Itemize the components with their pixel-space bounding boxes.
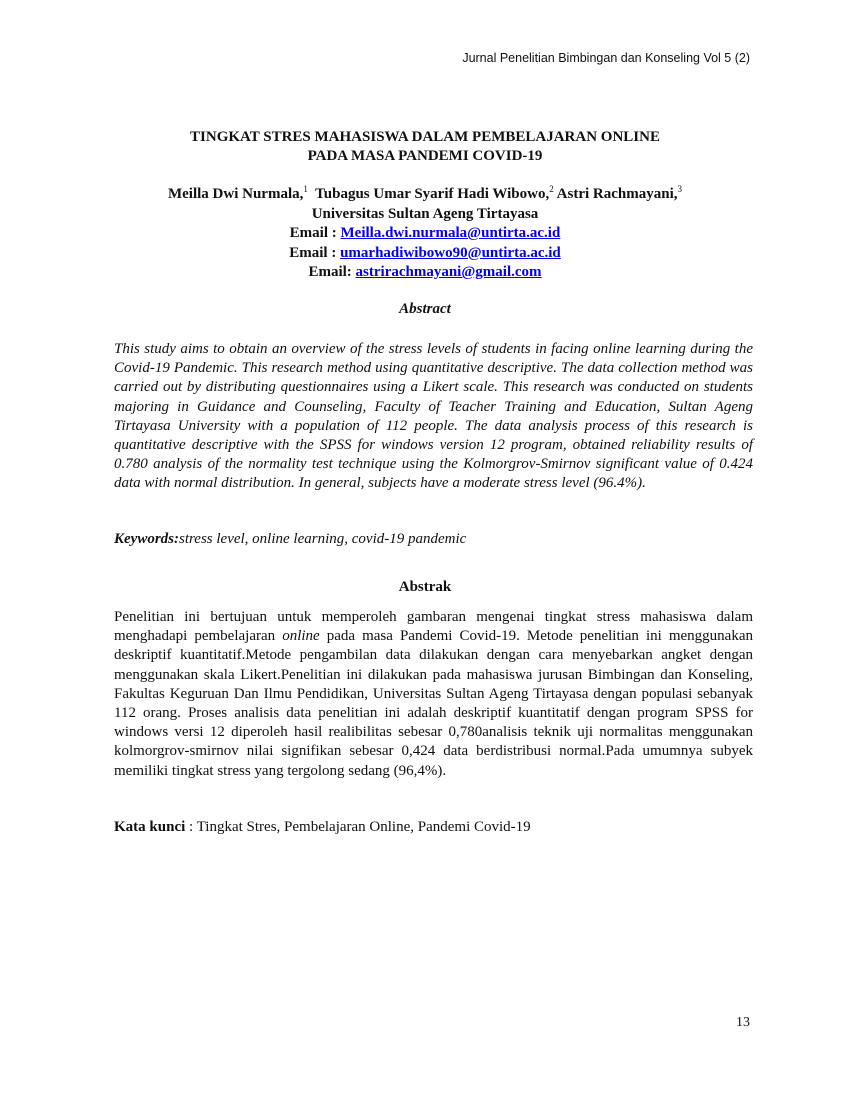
keywords-label: Keywords: [114, 531, 179, 547]
email-label: Email: [308, 264, 356, 280]
kata-kunci [114, 819, 531, 836]
author-name: Tubagus Umar Syarif Hadi Wibowo, [315, 186, 550, 202]
email-label: Email : [289, 225, 341, 241]
abstrak-text-part: pada masa Pandemi Covid-19. Metode penelitian ini menggunakan deskriptif kuantitatif.Metode pengambilan data dilakukan dengan cara menyebarkan angket dengan menggunakan skala Likert.Penelitian ini dilakukan pada mahasiswa jurusan Bimbingan dan Konseling, Fakultas Keguruan Dan Ilmu Pendidikan, Universitas Sultan Ageng Tirtayasa dengan populasi sebanyak 112 orang. Proses analisis data penelitian ini adalah deskriptif kuantitatif dengan program SPSS for windows versi 12 diperoleh hasil realibilitas sebesar 0,780analisis teknik uji normalitas menggunakan kolmorgrov-smirnov nilai signifikan sebesar 0,424 data berdistribusi normal.Pada umumnya subyek memiliki tingkat stress yang tergolong sedang (96,4%). [114, 628, 753, 779]
paper-title [0, 128, 850, 166]
kata-kunci-text: : Tingkat Stres, Pembelajaran Online, Pandemi Covid-19 [185, 819, 531, 835]
email-link[interactable]: Meilla.dwi.nurmala@untirta.ac.id [340, 225, 561, 241]
title-line-1: TINGKAT STRES MAHASISWA DALAM PEMBELAJARAN ONLINE [190, 129, 660, 145]
email-link[interactable]: umarhadiwibowo90@untirta.ac.id [340, 244, 561, 261]
author-affiliation-mark: 1 [303, 184, 308, 194]
keywords [114, 531, 466, 548]
email-line [0, 224, 850, 244]
kata-kunci-label: Kata kunci [114, 819, 186, 835]
abstrak-text-part: Penelitian ini bertujuan untuk memperoleh gambaran mengenai tingkat stress mahasiswa dalam menghadapi pembelajaran [114, 609, 753, 645]
abstrak-text-italic: online [282, 628, 320, 645]
email-link[interactable]: astrirachmayani@gmail.com [355, 264, 542, 280]
author-affiliation-mark: 3 [677, 184, 682, 194]
page-number: 13 [736, 1015, 750, 1030]
abstract-heading: Abstract [399, 301, 451, 317]
author-name: Astri Rachmayani, [556, 186, 678, 202]
author-name: Meilla Dwi Nurmala, [167, 186, 304, 202]
keywords-text: stress level, online learning, covid-19 pandemic [179, 531, 467, 547]
author-affiliation-mark: 2 [549, 184, 554, 194]
abstrak-heading: Abstrak [398, 579, 452, 595]
author-line [0, 185, 850, 205]
running-head: Jurnal Penelitian Bimbingan dan Konseling Vol 5 (2) [462, 51, 750, 65]
affiliation: Universitas Sultan Ageng Tirtayasa [311, 205, 539, 222]
abstract-text: This study aims to obtain an overview of the stress levels of students in facing online learning during the Covid-19 Pandemic. This research method using quantitative descriptive. The data collection method was carried out by distributing questionnaires using a Likert scale. This research was conducted on students majoring in Guidance and Counseling, Faculty of Teacher Training and Education, Sultan Ageng Tirtayasa University with a population of 112 people. The data analysis process of this research is quantitative descriptive with the SPSS for windows version 12 program, obtained reliability results of 0.780 analysis of the normality test technique using the Kolmorgrov-Smirnov significant value of 0.424 data with normal distribution. In general, subjects have a moderate stress level (96.4%). [114, 341, 753, 492]
email-line [0, 244, 850, 264]
email-label: Email : [289, 244, 341, 261]
author-block [0, 185, 850, 283]
title-line-2: PADA MASA PANDEMI COVID-19 [307, 148, 543, 164]
email-line [0, 263, 850, 283]
abstrak-text [114, 608, 753, 781]
